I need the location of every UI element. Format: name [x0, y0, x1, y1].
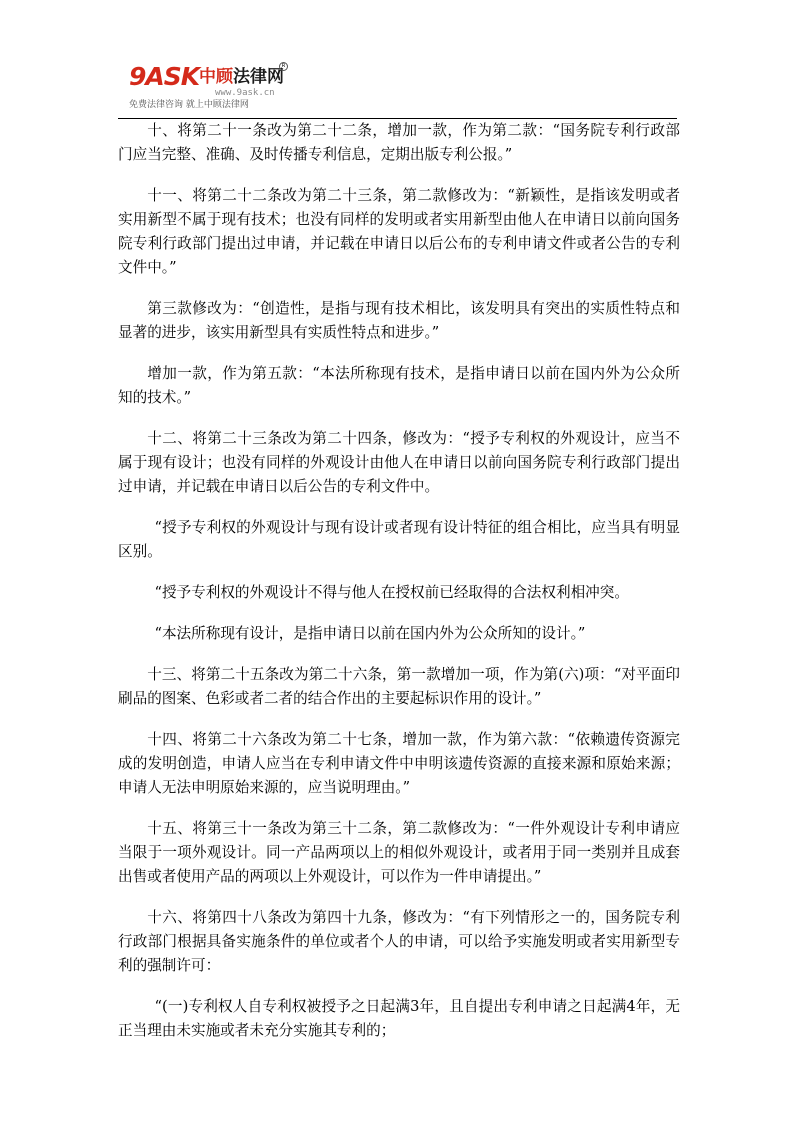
paragraph-item-12-clause-2: “授予专利权的外观设计与现有设计或者现有设计特征的组合相比，应当具有明显区别。	[118, 519, 680, 560]
paragraph-item-15: 十五、将第三十一条改为第三十二条，第二款修改为：“一件外观设计专利申请应当限于一项外观设计。同一产品两项以上的相似外观设计，或者用于同一类别并且成套出售或者使用产品的两项以上外观设计，可以作为一件申请提出。”	[118, 820, 680, 885]
logo-url: www.9ask.cn	[215, 88, 275, 98]
paragraph-item-14: 十四、将第二十六条改为第二十七条，增加一款，作为第六款：“依赖遗传资源完成的发明创造，申请人应当在专利申请文件中申明该遗传资源的直接来源和原始来源；申请人无法申明原始来源的，应当说明理由。”	[118, 731, 680, 796]
paragraph-item-12-clause-3: “授予专利权的外观设计不得与他人在授权前已经取得的合法权利相冲突。	[154, 584, 629, 601]
paragraph-item-11: 十一、将第二十二条改为第二十三条，第二款修改为：“新颖性，是指该发明或者实用新型不属于现有技术；也没有同样的发明或者实用新型由他人在申请日以前向国务院专利行政部门提出过申请，并记载在申请日以后公布的专利申请文件或者公告的专利文件中。”	[118, 187, 680, 276]
paragraph-item-10: 十、将第二十一条改为第二十二条，增加一款，作为第二款：“国务院专利行政部门应当完整、准确、及时传播专利信息，定期出版专利公报。”	[118, 122, 680, 163]
paragraph-item-16: 十六、将第四十八条改为第四十九条，修改为：“有下列情形之一的，国务院专利行政部门根据具备实施条件的单位或者个人的申请，可以给予实施发明或者实用新型专利的强制许可：	[118, 909, 680, 974]
paragraph-item-11-clause-5: 增加一款，作为第五款：“本法所称现有技术，是指申请日以前在国内外为公众所知的技术。”	[118, 365, 680, 406]
paragraph-item-12-clause-4: “本法所称现有设计，是指申请日以前在国内外为公众所知的设计。”	[154, 625, 586, 642]
paragraph-item-13: 十三、将第二十五条改为第二十六条，第一款增加一项，作为第(六)项：“对平面印刷品的图案、色彩或者二者的结合作出的主要起标识作用的设计。”	[118, 666, 680, 707]
logo-slogan: 免费法律咨询 就上中顾法律网	[129, 100, 249, 110]
registered-mark-icon: R	[279, 62, 288, 71]
document-body	[118, 119, 680, 1060]
paragraph-item-16-sub-1: “(一)专利权人自专利权被授予之日起满3年，且自提出专利申请之日起满4年，无正当理由未实施或者未充分实施其专利的；	[118, 998, 680, 1039]
paragraph-item-12: 十二、将第二十三条改为第二十四条，修改为：“授予专利权的外观设计，应当不属于现有设计；也没有同样的外观设计由他人在申请日以前向国务院专利行政部门提出过申请，并记载在申请日以后公告的专利文件中。	[118, 430, 680, 495]
logo-name	[199, 65, 284, 89]
logo-mark: 9ASK	[129, 62, 200, 91]
page-header	[117, 62, 677, 118]
logo-name-a: 中顾	[199, 67, 233, 87]
logo-name-b: 法律网	[233, 67, 284, 87]
site-logo[interactable]	[129, 62, 419, 114]
paragraph-item-11-clause-3: 第三款修改为：“创造性，是指与现有技术相比，该发明具有突出的实质性特点和显著的进步，该实用新型具有实质性特点和进步。”	[118, 300, 680, 341]
